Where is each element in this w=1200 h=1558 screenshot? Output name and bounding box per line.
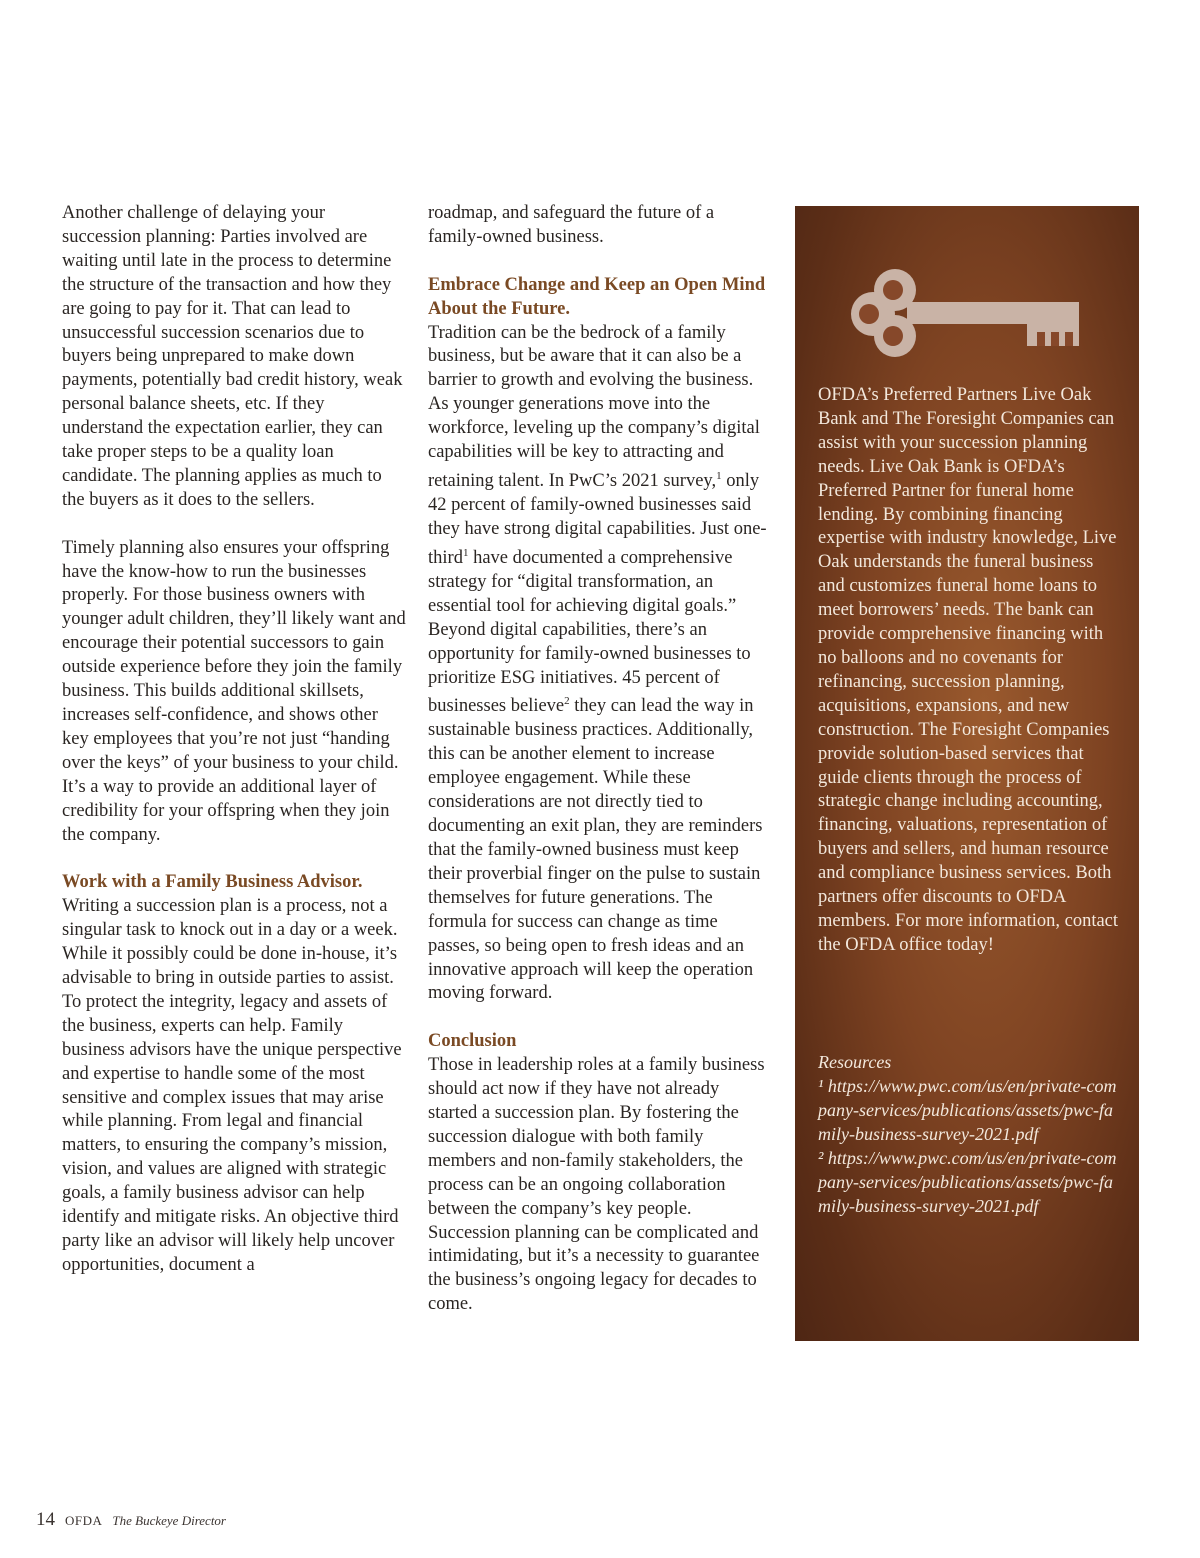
- partner-sidebar: [795, 206, 1139, 1341]
- resources-title: Resources: [818, 1052, 892, 1072]
- resources-list: [818, 1050, 1123, 1218]
- paragraph: Those in leadership roles at a family business should act now if they have not already started a succession plan. By fostering the succession dialogue with both family members and non-family stakeholders, the process can be an ongoing collaboration between the company’s key people. Succession planning can be complicated and intimidating, but it’s a necessity to guarantee the business’s ongoing legacy for decades to come.: [428, 1055, 765, 1315]
- text-run: Tradition can be the bedrock of a family business, but be aware that it can also be a barrier to growth and evolving the business. As younger generations move into the workforce, leveling up the company’s digital capabilities will be key to attracting and retaining talent. In PwC’s 2021 survey,: [428, 322, 760, 492]
- footnote-marker: 1: [462, 546, 469, 559]
- section-heading: Embrace Change and Keep an Open Mind About the Future.: [428, 274, 766, 319]
- section-heading: Conclusion: [428, 1031, 517, 1052]
- text-run: only 42 percent of family-owned businesses said they have strong digital capabilities. Just one-third: [428, 471, 767, 568]
- paragraph: OFDA’s Preferred Partners Live Oak Bank and The Foresight Companies can assist with your succession planning needs. Live Oak Bank is OFDA’s Preferred Partner for funeral home lending. By combining financing expertise with industry knowledge, Live Oak understands the funeral business and customizes funeral home loans to meet borrowers’ needs. The bank can provide comprehensive financing with no balloons and no covenants for refinancing, succession planning, acquisitions, expansions, and new construction. The Foresight Companies provide solution-based services that guide clients through the process of strategic change including accounting, financing, valuations, representation of buyers and sellers, and human resource and compliance business services. Both partners offer discounts to OFDA members. For more information, contact the OFDA office today!: [818, 385, 1119, 955]
- paragraph: [428, 322, 773, 1007]
- sidebar-text: [818, 384, 1123, 958]
- text-run: they can lead the way in sustainable business practices. Additionally, this can be another element to increase employee engagement. While these considerations are not directly tied to documenting an exit plan, they are reminders that the family-owned business must keep their proverbial finger on the pulse to sustain themselves for future generations. The formula for success can change as time passes, so being open to fresh ideas and an innovative approach will keep the operation moving forward.: [428, 696, 763, 1004]
- reference-link[interactable]: ¹ https://www.pwc.com/us/en/private-company-services/publications/assets/pwc-family-business-survey-2021.pdf: [818, 1076, 1117, 1144]
- paragraph: Writing a succession plan is a process, not a singular task to knock out in a day or a week. While it possibly could be done in-house, it’s advisable to bring in outside parties to assist. To protect the integrity, legacy and assets of the business, experts can help. Family business advisors have the unique perspective and expertise to handle some of the most sensitive and complex issues that may arise while planning. From legal and financial matters, to ensuring the company’s mission, vision, and values are aligned with strategic goals, a family business advisor can help identify and mitigate risks. An objective third party like an advisor will likely help uncover opportunities, document a: [62, 896, 402, 1275]
- text-run: have documented a comprehensive strategy for “digital transformation, an essential tool for achieving digital goals.” Beyond digital capabilities, there’s an opportunity for family-owned businesses to prioritize ESG initiatives. 45 percent of businesses believe: [428, 547, 751, 717]
- article-column-middle: [428, 202, 773, 1317]
- footer-org: OFDA: [65, 1513, 103, 1528]
- key-icon: [847, 268, 1079, 358]
- section-heading: Work with a Family Business Advisor.: [62, 872, 363, 893]
- footnote-marker: 2: [564, 695, 570, 708]
- page-number: 14: [36, 1509, 55, 1530]
- magazine-title: The Buckeye Director: [112, 1513, 226, 1528]
- paragraph: Another challenge of delaying your succession planning: Parties involved are waiting until late in the process to determine the structure of the transaction and how they are going to pay for it. That can lead to unsuccessful succession scenarios due to buyers being unprepared to make down payments, potentially bad credit history, weak personal balance sheets, etc. If they understand the expectation earlier, they can take proper steps to be a quality loan candidate. The planning applies as much to the buyers as it does to the sellers.: [62, 203, 403, 510]
- reference-link[interactable]: ² https://www.pwc.com/us/en/private-company-services/publications/assets/pwc-family-business-survey-2021.pdf: [818, 1148, 1117, 1216]
- article-column-left: [62, 202, 407, 1278]
- paragraph: Timely planning also ensures your offspring have the know-how to run the businesses properly. For those business owners with younger adult children, they’ll likely want and encourage their potential successors to gain outside experience before they join the family business. This builds additional skillsets, increases self-confidence, and shows other key employees that you’re not just “handing over the keys” of your business to your child. It’s a way to provide an additional layer of credibility for your offspring when they join the company.: [62, 537, 406, 845]
- paragraph: roadmap, and safeguard the future of a family-owned business.: [428, 203, 715, 247]
- footnote-marker: 1: [716, 469, 722, 482]
- page-footer: [36, 1509, 226, 1531]
